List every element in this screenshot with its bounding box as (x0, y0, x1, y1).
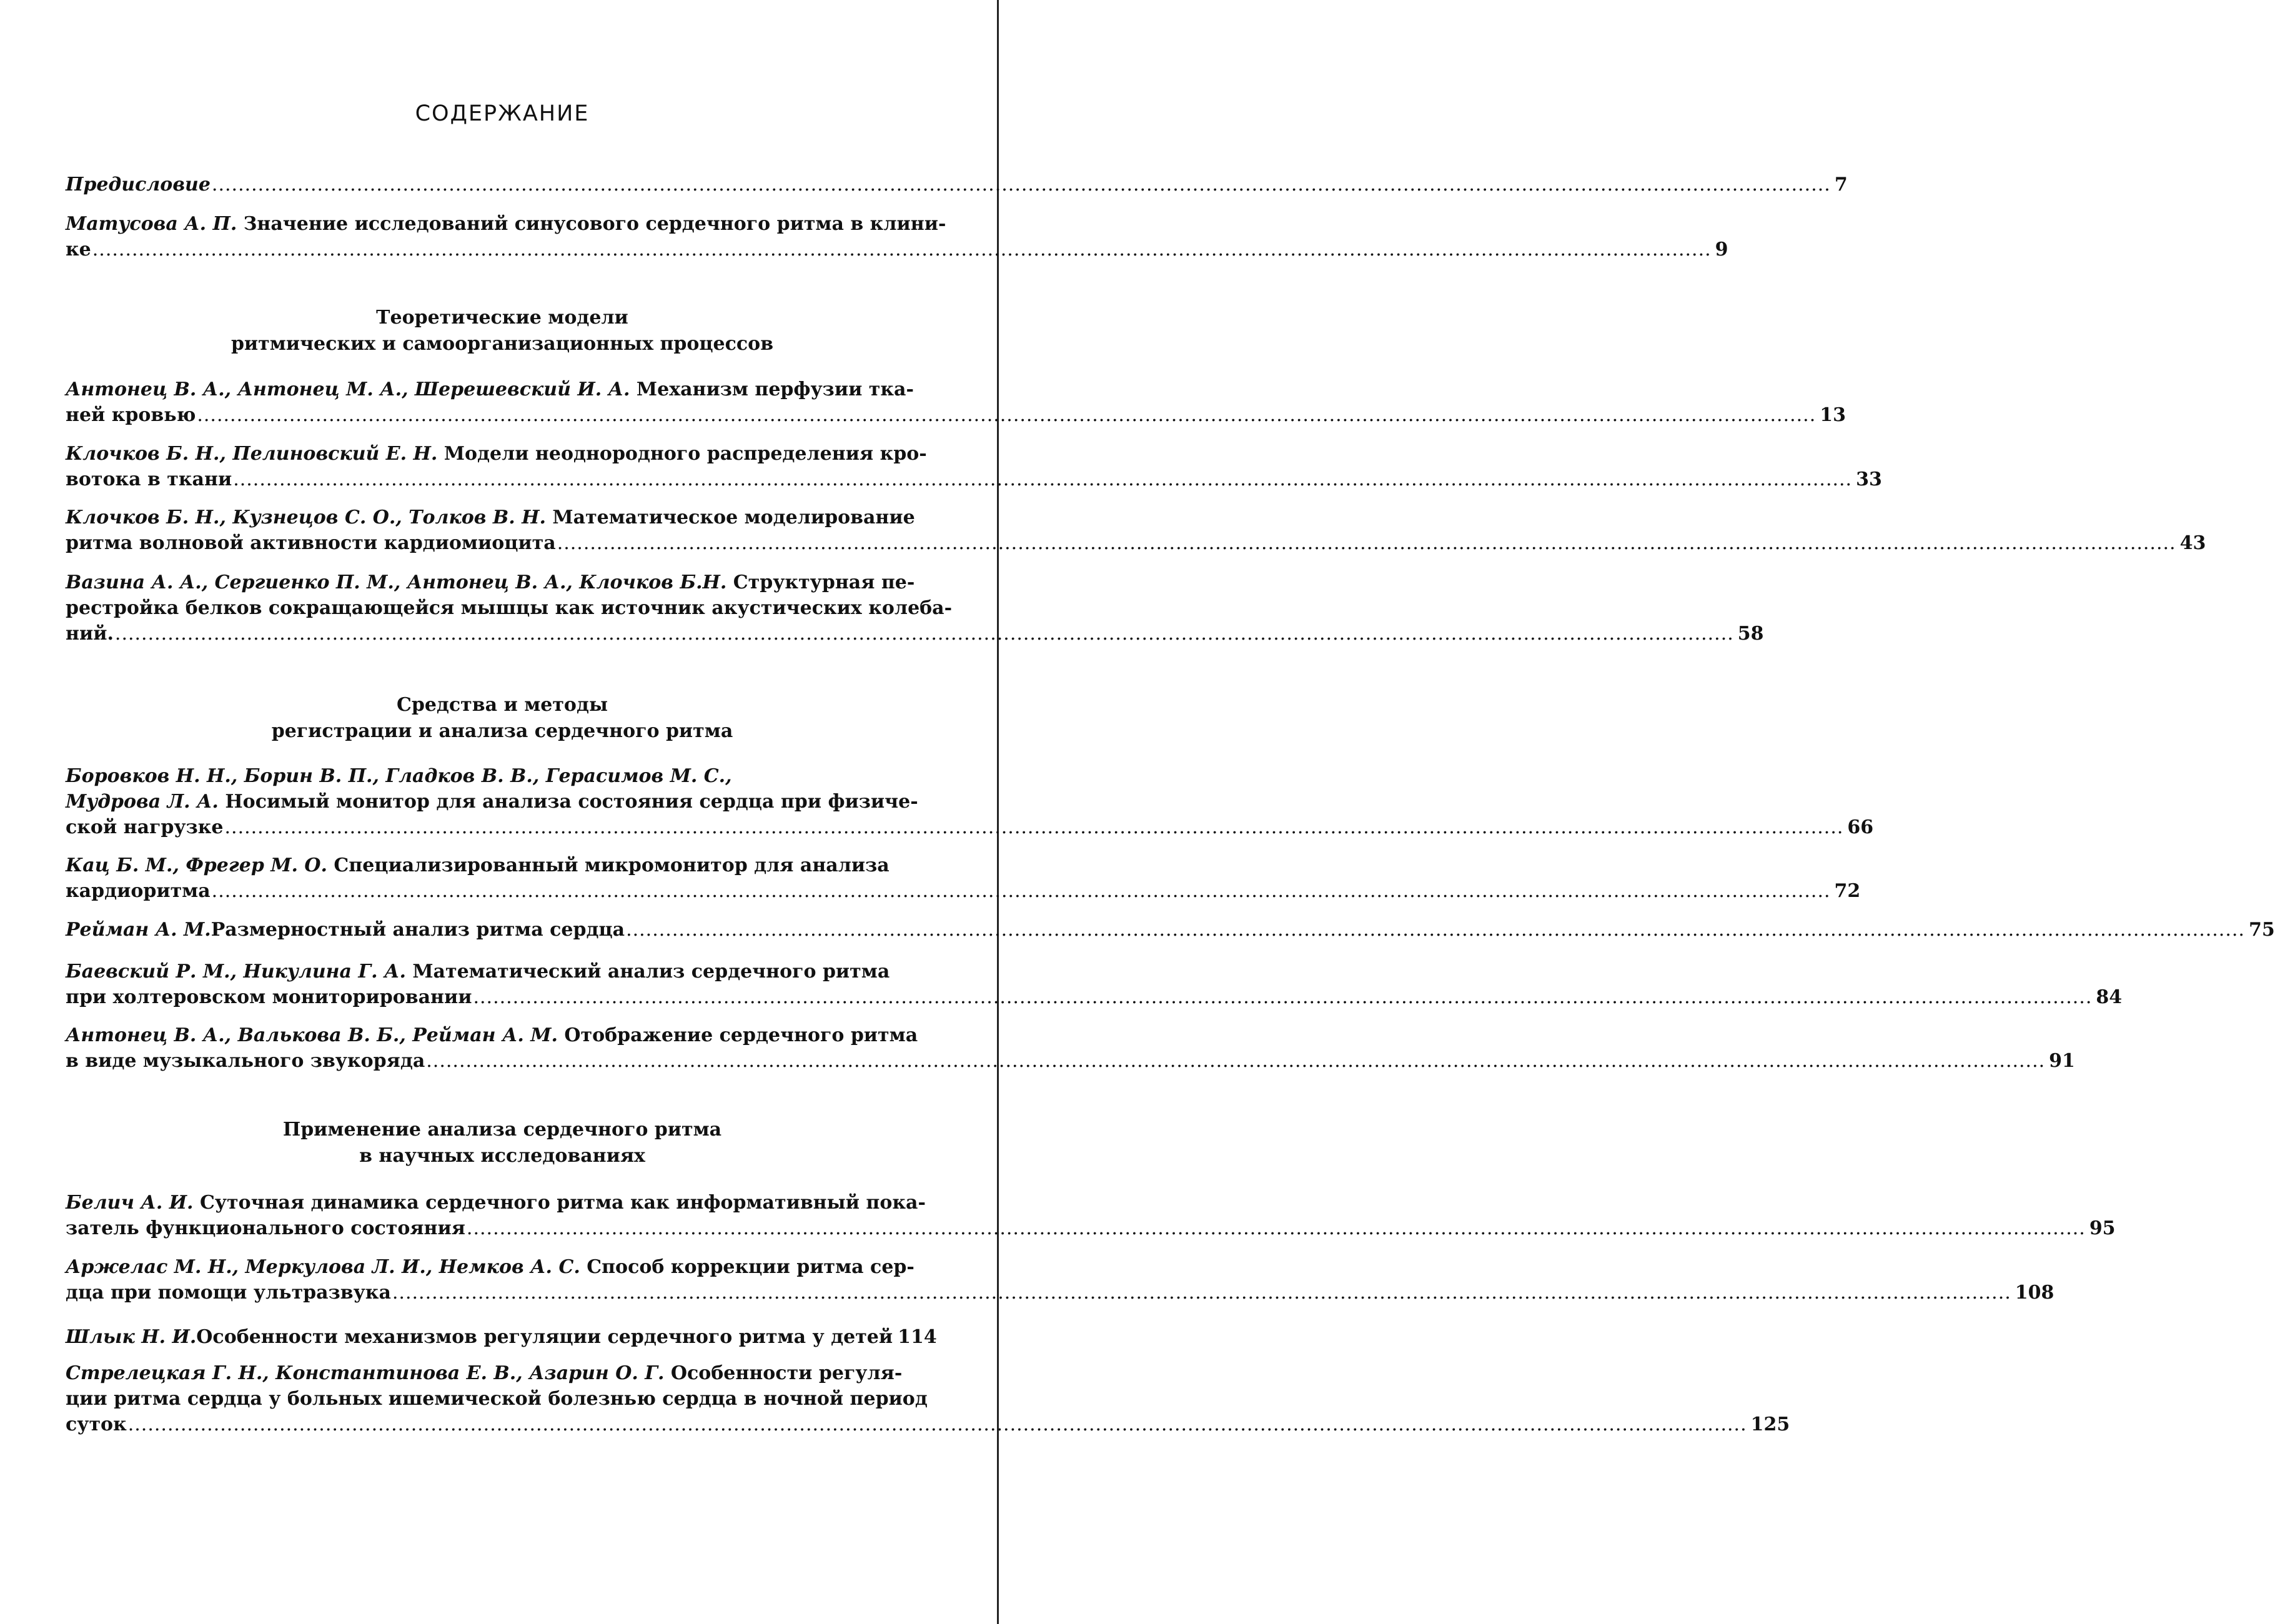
leader-dots: ...................................................................................................................................................................................................................................................... (392, 1282, 2011, 1304)
entry-author: Баевский Р. М., Никулина Г. А. (66, 961, 406, 983)
page-number: 95 (2089, 1217, 2116, 1239)
entry-title: Математическое моделирование (545, 507, 915, 528)
toc-entry (66, 377, 1846, 428)
page-title: СОДЕРЖАНИЕ (415, 101, 590, 126)
page-number: 125 (1750, 1414, 1790, 1435)
entry-title: Носимый монитор для анализа состояния сердца при физиче- (218, 791, 918, 813)
leader-dots: ...................................................................................................................................................................................................................................................... (211, 880, 1831, 902)
page-number: 84 (2096, 986, 2123, 1008)
page-number: 58 (1737, 623, 1764, 645)
page-number: 114 (898, 1326, 937, 1348)
entry-title: Отображение сердечного ритма (557, 1024, 918, 1046)
toc-entry (66, 1254, 2054, 1305)
entry-title: Структурная пе- (726, 572, 915, 593)
entry-author: Стрелецкая Г. Н., Константинова Е. В., Азарин О. Г. (66, 1362, 665, 1384)
entry-title: Суточная динамика сердечного ритма как информативный пока- (193, 1192, 926, 1214)
page-number: 91 (2049, 1050, 2075, 1072)
page-number: 72 (1834, 880, 1861, 902)
entry-title: Механизм перфузии тка- (630, 379, 914, 400)
section-heading: Средства и методы регистрации и анализа сердечного ритма (271, 694, 733, 742)
entry-title-end: дца при помощи ультразвука (66, 1282, 391, 1304)
entry-author: Боровков Н. Н., Борин В. П., Гладков В. В., Герасимов М. С., (66, 765, 732, 787)
entry-title-end: ке (66, 239, 91, 260)
entry-author: Рейман А. М. (66, 919, 211, 941)
leader-dots: ...................................................................................................................................................................................................................................................... (114, 623, 1734, 645)
leader-dots: ...................................................................................................................................................................................................................................................... (92, 239, 1712, 260)
entry-author: Шлык Н. И. (66, 1326, 197, 1348)
entry-title-end: Размерностный анализ ритма сердца (211, 919, 625, 941)
leader-dots: ...................................................................................................................................................................................................................................................... (211, 174, 1831, 196)
entry-title: Специализированный микромонитор для анализа (327, 854, 890, 876)
leader-dots: ...................................................................................................................................................................................................................................................... (127, 1414, 1747, 1435)
toc-entry-preface (66, 172, 1848, 197)
entry-title-end: ской нагрузке (66, 816, 224, 838)
page-number: 66 (1847, 816, 1874, 838)
leader-dots: ...................................................................................................................................................................................................................................................... (473, 986, 2093, 1008)
page-number: 33 (1856, 468, 1882, 490)
leader-dots: ...................................................................................................................................................................................................................................................... (626, 919, 2245, 941)
entry-author: Мудрова Л. А. (66, 791, 219, 813)
leader-dots: ...................................................................................................................................................................................................................................................... (557, 532, 2176, 554)
leader-dots: ...................................................................................................................................................................................................................................................... (426, 1050, 2046, 1072)
toc-entry (66, 505, 2206, 556)
entry-author: Вазина А. А., Сергиенко П. М., Антонец В. А., Клочков Б.Н. (66, 572, 727, 593)
toc-entry (66, 917, 2275, 943)
entry-author: Антонец В. А., Антонец М. А., Шерешевский И. А. (66, 379, 630, 400)
entry-author: Аржелас М. Н., Меркулова Л. И., Немков А. С. (66, 1256, 580, 1278)
entry-title: Значение исследований синусового сердечного ритма в клини- (237, 213, 946, 235)
toc-entry (66, 441, 1882, 492)
entry-title-end: ритма волновой активности кардиомиоцита (66, 532, 556, 554)
entry-title: Особенности регуля- (664, 1362, 903, 1384)
page-number: 108 (2015, 1282, 2054, 1304)
entry-title: Математический анализ сердечного ритма (405, 961, 890, 983)
entry-author: Белич А. И. (66, 1192, 194, 1214)
entry-author: Клочков Б. Н., Пелиновский Е. Н. (66, 443, 438, 465)
entry-author: Клочков Б. Н., Кузнецов С. О., Толков В. Н. (66, 507, 546, 528)
entry-title: Модели неоднородного распределения кро- (437, 443, 927, 465)
entry-title: Способ коррекции ритма сер- (580, 1256, 914, 1278)
toc-entry (66, 1022, 2075, 1074)
section-heading: Применение анализа сердечного ритма в научных исследованиях (282, 1119, 722, 1167)
entry-author: Антонец В. А., Валькова В. Б., Рейман А. М. (66, 1024, 558, 1046)
page-number: 43 (2179, 532, 2206, 554)
leader-dots: ...................................................................................................................................................................................................................................................... (233, 468, 1853, 490)
entry-title: Предисловие (66, 174, 211, 196)
entry-title-end: в виде музыкального звукоряда (66, 1050, 425, 1072)
toc-entry (66, 959, 2123, 1010)
entry-title-end: затель функционального состояния (66, 1217, 465, 1239)
page-number: 75 (2248, 919, 2275, 941)
entry-title-cont: ции ритма сердца у больных ишемической болезнью сердца в ночной период (66, 1388, 928, 1410)
leader-dots: ...................................................................................................................................................................................................................................................... (224, 816, 1844, 838)
entry-title-end: ней кровью (66, 404, 196, 426)
entry-author: Матусова А. П. (66, 213, 237, 235)
entry-title-end: при холтеровском мониторировании (66, 986, 472, 1008)
toc-entry (66, 211, 1728, 262)
toc-entry (66, 853, 1861, 904)
entry-author: Кац Б. М., Фрегер М. О. (66, 854, 327, 876)
toc-entry (66, 763, 1874, 840)
toc-entry (66, 1190, 2116, 1241)
toc-entry (66, 1324, 937, 1350)
page-number: 13 (1820, 404, 1846, 426)
entry-title-cont: рестройка белков сокращающейся мышцы как источник акустических колеба- (66, 597, 953, 619)
entry-title-end: ний. (66, 623, 114, 645)
leader-dots: ...................................................................................................................................................................................................................................................... (197, 404, 1817, 426)
leader-dots: ...................................................................................................................................................................................................................................................... (466, 1217, 2086, 1239)
entry-title-end: вотока в ткани (66, 468, 232, 490)
entry-title-end: кардиоритма (66, 880, 211, 902)
entry-title-end: суток (66, 1414, 127, 1435)
toc-entry (66, 570, 1764, 646)
toc-entry (66, 1360, 1790, 1437)
entry-title-end: Особенности механизмов регуляции сердечного ритма у детей (196, 1326, 893, 1348)
section-heading: Теоретические модели ритмических и самоорганизационных процессов (230, 307, 774, 355)
page-number: 7 (1834, 174, 1848, 196)
page-number: 9 (1715, 239, 1728, 260)
